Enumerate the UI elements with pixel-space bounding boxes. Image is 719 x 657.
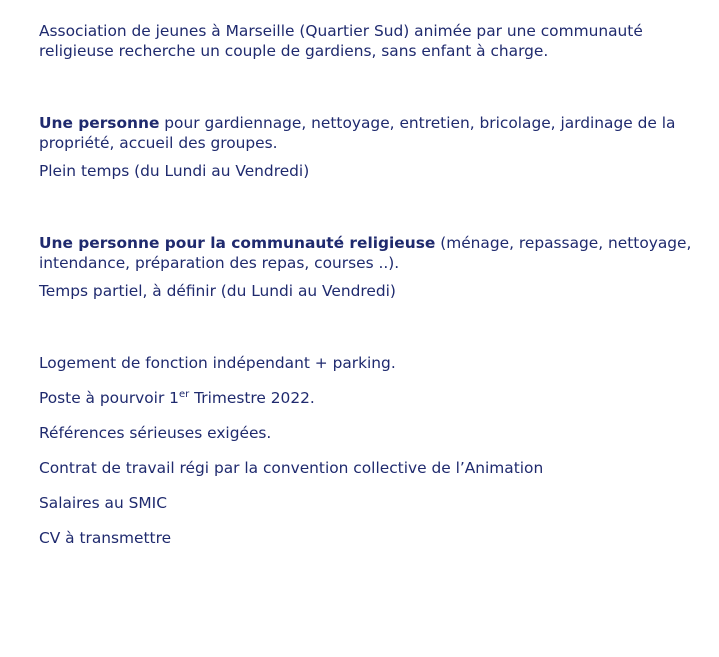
role2-title: Une personne pour la communauté religieuse bbox=[39, 234, 436, 252]
role1-title: Une personne bbox=[39, 114, 160, 132]
start-date-prefix: Poste à pourvoir 1 bbox=[39, 389, 179, 407]
role2-description: (ménage, repassage, nettoyage, intendance, préparation des repas, courses ..). bbox=[39, 234, 692, 272]
references-line: Références sérieuses exigées. bbox=[39, 424, 272, 442]
cv-line: CV à transmettre bbox=[39, 529, 172, 547]
role1-schedule: Plein temps (du Lundi au Vendredi) bbox=[39, 162, 310, 180]
role1-description: pour gardiennage, nettoyage, entretien, bricolage, jardinage de la propriété, accueil des groupes. bbox=[39, 114, 676, 152]
contract-line: Contrat de travail régi par la convention collective de l’Animation bbox=[39, 459, 544, 477]
role1-paragraph bbox=[39, 113, 711, 153]
intro-paragraph: Association de jeunes à Marseille (Quartier Sud) animée par une communauté religieuse recherche un couple de gardiens, sans enfant à charge. bbox=[39, 22, 643, 60]
start-date-line bbox=[39, 388, 711, 408]
role2-schedule: Temps partiel, à définir (du Lundi au Vendredi) bbox=[39, 282, 396, 300]
job-posting bbox=[39, 21, 711, 548]
role2-paragraph bbox=[39, 233, 711, 273]
start-date-suffix: Trimestre 2022. bbox=[189, 389, 315, 407]
salary-line: Salaires au SMIC bbox=[39, 494, 167, 512]
ordinal-suffix: er bbox=[178, 389, 190, 400]
housing-line: Logement de fonction indépendant + parking. bbox=[39, 354, 396, 372]
